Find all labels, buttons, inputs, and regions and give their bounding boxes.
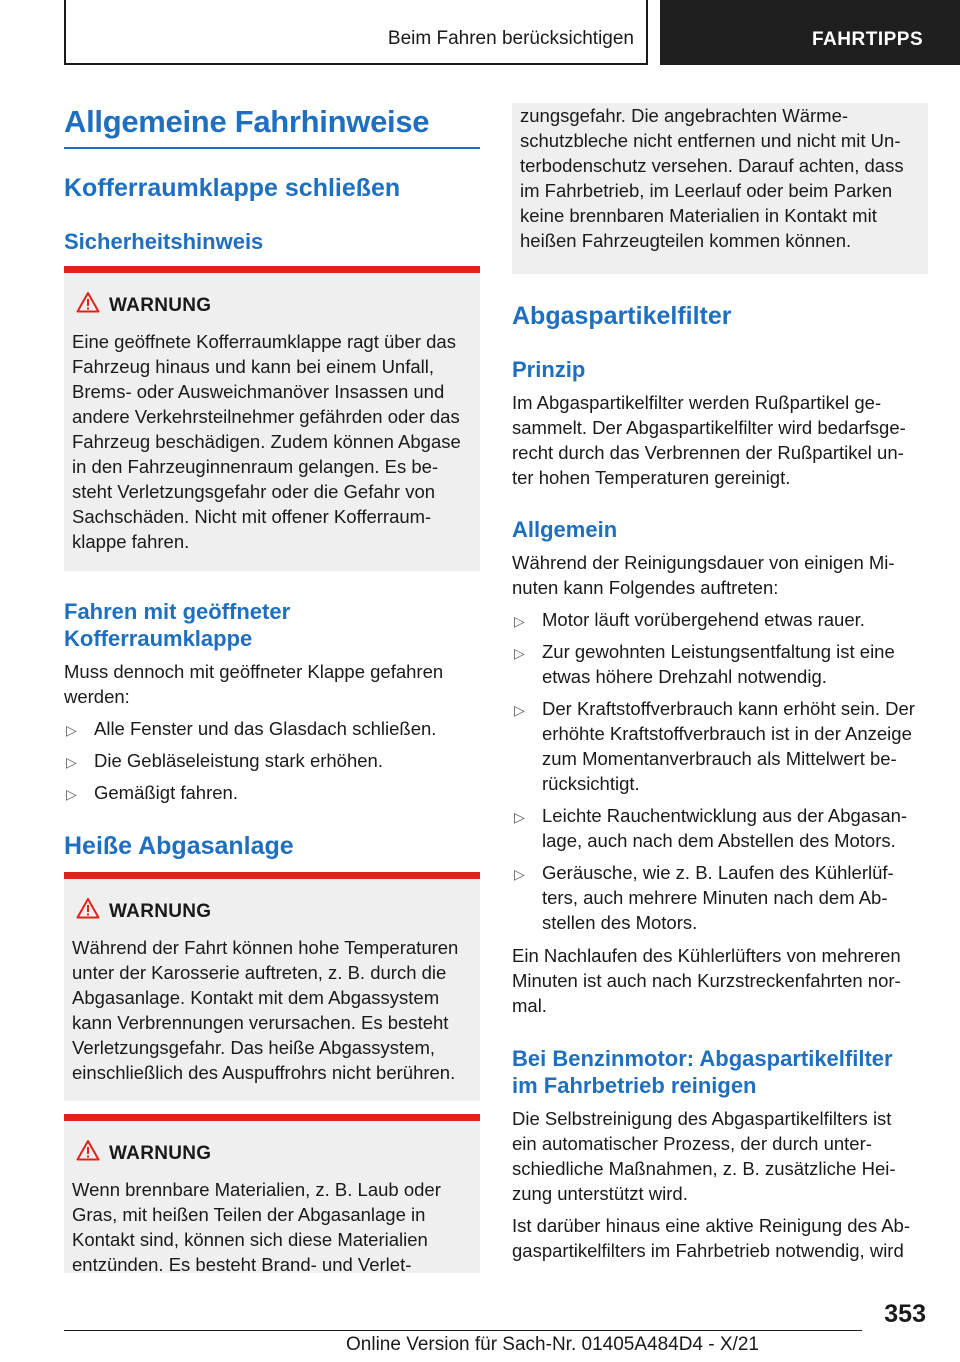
- list-item-text: rücksichtigt.: [542, 773, 640, 794]
- text-line: einschließlich des Auspuffrohrs nicht berühren.: [72, 1062, 456, 1083]
- text-line: schutzbleche nicht entfernen und nicht mit Un-: [520, 130, 901, 151]
- open-trunk-text-1: Muss dennoch mit geöffneter Klappe gefahren: [64, 661, 444, 682]
- text-line: in den Fahrzeuginnenraum gelangen. Es be-: [72, 456, 439, 477]
- header-chapter-box: [660, 0, 960, 65]
- warning-box-trunk: [64, 266, 480, 571]
- list-item: [64, 780, 480, 805]
- page-title: Allgemeine Fahrhinweise: [64, 104, 430, 139]
- general-text: [512, 550, 928, 600]
- triangle-bullet-icon: ▷: [514, 645, 525, 661]
- list-item-text: Alle Fenster und das Glasdach schließen.: [94, 718, 437, 739]
- warning-continuation-box: [512, 103, 928, 274]
- warning-label: WARNUNG: [109, 295, 212, 316]
- text-line: sammelt. Der Abgaspartikelfilter wird bedarfsge-: [512, 417, 906, 438]
- list-item-text: Leichte Rauchentwicklung aus der Abgasan-: [542, 805, 908, 826]
- list-item-text: zum Momentanverbrauch als Mittelwert be-: [542, 748, 897, 769]
- text-line: ein automatischer Prozess, der durch unter-: [512, 1133, 872, 1154]
- warning-text: [72, 329, 476, 554]
- heading-general: Allgemein: [512, 517, 618, 542]
- heading-particle-filter: Abgaspartikelfilter: [512, 302, 732, 330]
- text-line: Im Abgaspartikelfilter werden Rußpartikel ge-: [512, 392, 882, 413]
- triangle-bullet-icon: ▷: [514, 613, 525, 629]
- page-number: 353: [884, 1300, 926, 1328]
- text-line: ter hohen Temperaturen gereinigt.: [512, 467, 791, 488]
- text-line: zung unterstützt wird.: [512, 1183, 688, 1204]
- header-section-box: [64, 0, 648, 65]
- triangle-bullet-icon: ▷: [66, 754, 77, 770]
- text-line: keine brennbaren Materialien in Kontakt mit: [520, 205, 877, 226]
- list-item: [512, 860, 932, 935]
- text-line: gaspartikelfilters im Fahrbetrieb notwendig, wird: [512, 1240, 904, 1261]
- heading-trunk-close: Kofferraumklappe schließen: [64, 174, 401, 202]
- text-line: Fahrzeug hinaus und kann bei einem Unfall,: [72, 356, 435, 377]
- triangle-bullet-icon: ▷: [66, 786, 77, 802]
- text-line: Kontakt sind, können sich diese Materialien: [72, 1229, 428, 1250]
- heading-safety-note: Sicherheitshinweis: [64, 229, 264, 254]
- warning-triangle-icon: [76, 1139, 100, 1161]
- list-item: [512, 607, 932, 632]
- list-item: [64, 748, 480, 773]
- triangle-bullet-icon: ▷: [66, 722, 77, 738]
- triangle-bullet-icon: ▷: [514, 809, 525, 825]
- text-line: kann Verbrennungen verursachen. Es besteht: [72, 1012, 449, 1033]
- list-item: [512, 639, 932, 689]
- header-section-title: Beim Fahren berücksichtigen: [387, 28, 634, 49]
- list-item: [64, 716, 480, 741]
- header-chapter-title: FAHRTIPPS: [812, 29, 924, 50]
- warning-continuation-text: [520, 103, 924, 253]
- heading-open-trunk-2: Kofferraumklappe: [64, 626, 253, 651]
- text-line: Während der Reinigungsdauer von einigen Mi-: [512, 552, 895, 573]
- list-item: [512, 803, 932, 853]
- text-line: klappe fahren.: [72, 531, 190, 552]
- text-line: Brems- oder Ausweichmanöver Insassen und: [72, 381, 445, 402]
- text-line: steht Verletzungsgefahr oder die Gefahr von: [72, 481, 436, 502]
- triangle-bullet-icon: ▷: [514, 866, 525, 882]
- heading-hot-exhaust: Heiße Abgasanlage: [64, 832, 294, 860]
- list-item-text: Motor läuft vorübergehend etwas rauer.: [542, 609, 865, 630]
- list-item-text: lage, auch nach dem Abstellen des Motors.: [542, 830, 896, 851]
- text-line: Abgasanlage. Kontakt mit dem Abgassystem: [72, 987, 440, 1008]
- list-item-text: ters, auch mehrere Minuten nach dem Ab-: [542, 887, 888, 908]
- triangle-bullet-icon: ▷: [514, 702, 525, 718]
- text-line: Verletzungsgefahr. Das heiße Abgassystem,: [72, 1037, 436, 1058]
- text-line: recht durch das Verbrennen der Rußpartikel un-: [512, 442, 904, 463]
- title-rule: [64, 147, 480, 149]
- text-line: Die Selbstreinigung des Abgaspartikelfilters ist: [512, 1108, 892, 1129]
- footer-online-version: Online Version für Sach-Nr. 01405A484D4 - X/21: [346, 1334, 759, 1355]
- text-line: Minuten ist auch nach Kurzstreckenfahrten nor-: [512, 970, 901, 991]
- footer-rule: [64, 1330, 862, 1331]
- text-line: entzünden. Es besteht Brand- und Verlet-: [72, 1254, 412, 1275]
- text-line: im Fahrbetrieb, im Leerlauf oder beim Parken: [520, 180, 893, 201]
- warning-triangle-icon: [76, 291, 100, 313]
- warning-triangle-icon: [76, 897, 100, 919]
- list-item-text: Geräusche, wie z. B. Laufen des Kühlerlüf-: [542, 862, 894, 883]
- list-item-text: etwas höhere Drehzahl notwendig.: [542, 666, 827, 687]
- text-line: Eine geöffnete Kofferraumklappe ragt über das: [72, 331, 456, 352]
- text-line: mal.: [512, 995, 547, 1016]
- text-line: Wenn brennbare Materialien, z. B. Laub oder: [72, 1179, 441, 1200]
- text-line: Fahrzeug beschädigen. Zudem können Abgase: [72, 431, 461, 452]
- petrol-text-2: [512, 1213, 928, 1263]
- general-list: [512, 607, 932, 942]
- list-item-text: Gemäßigt fahren.: [94, 782, 238, 803]
- text-line: heißen Fahrzeugteilen kommen können.: [520, 230, 852, 251]
- principle-text: [512, 390, 928, 490]
- text-line: unter der Karosserie auftreten, z. B. durch die: [72, 962, 447, 983]
- warning-box-hot-exhaust: [64, 872, 480, 1101]
- list-item-text: Der Kraftstoffverbrauch kann erhöht sein. Der: [542, 698, 915, 719]
- petrol-text-1: [512, 1106, 928, 1206]
- heading-petrol-2: im Fahrbetrieb reinigen: [512, 1073, 757, 1098]
- after-list-text: [512, 943, 928, 1018]
- list-item-text: Die Gebläseleistung stark erhöhen.: [94, 750, 383, 771]
- open-trunk-text-2: werden:: [64, 686, 130, 707]
- heading-open-trunk-1: Fahren mit geöffneter: [64, 599, 291, 624]
- text-line: nuten kann Folgendes auftreten:: [512, 577, 779, 598]
- list-item-text: erhöhte Kraftstoffverbrauch ist in der Anzeige: [542, 723, 912, 744]
- warning-text: [72, 1177, 476, 1277]
- text-line: Gras, mit heißen Teilen der Abgasanlage in: [72, 1204, 426, 1225]
- text-line: andere Verkehrsteilnehmer gefährden oder das: [72, 406, 460, 427]
- warning-label: WARNUNG: [109, 901, 212, 922]
- text-line: Ist darüber hinaus eine aktive Reinigung des Ab-: [512, 1215, 911, 1236]
- warning-box-flammable: [64, 1114, 480, 1273]
- heading-principle: Prinzip: [512, 357, 586, 382]
- list-item-text: stellen des Motors.: [542, 912, 698, 933]
- text-line: Ein Nachlaufen des Kühlerlüfters von mehreren: [512, 945, 901, 966]
- list-item: [512, 696, 932, 796]
- text-line: zungsgefahr. Die angebrachten Wärme-: [520, 105, 849, 126]
- list-item-text: Zur gewohnten Leistungsentfaltung ist eine: [542, 641, 895, 662]
- warning-label: WARNUNG: [109, 1143, 212, 1164]
- text-line: terbodenschutz versehen. Darauf achten, dass: [520, 155, 904, 176]
- heading-petrol-1: Bei Benzinmotor: Abgaspartikelfilter: [512, 1046, 893, 1071]
- text-line: Während der Fahrt können hohe Temperaturen: [72, 937, 459, 958]
- text-line: schiedliche Maßnahmen, z. B. zusätzliche Hei-: [512, 1158, 896, 1179]
- open-trunk-list: [64, 716, 480, 812]
- warning-text: [72, 935, 476, 1085]
- text-line: Sachschäden. Nicht mit offener Kofferraum-: [72, 506, 432, 527]
